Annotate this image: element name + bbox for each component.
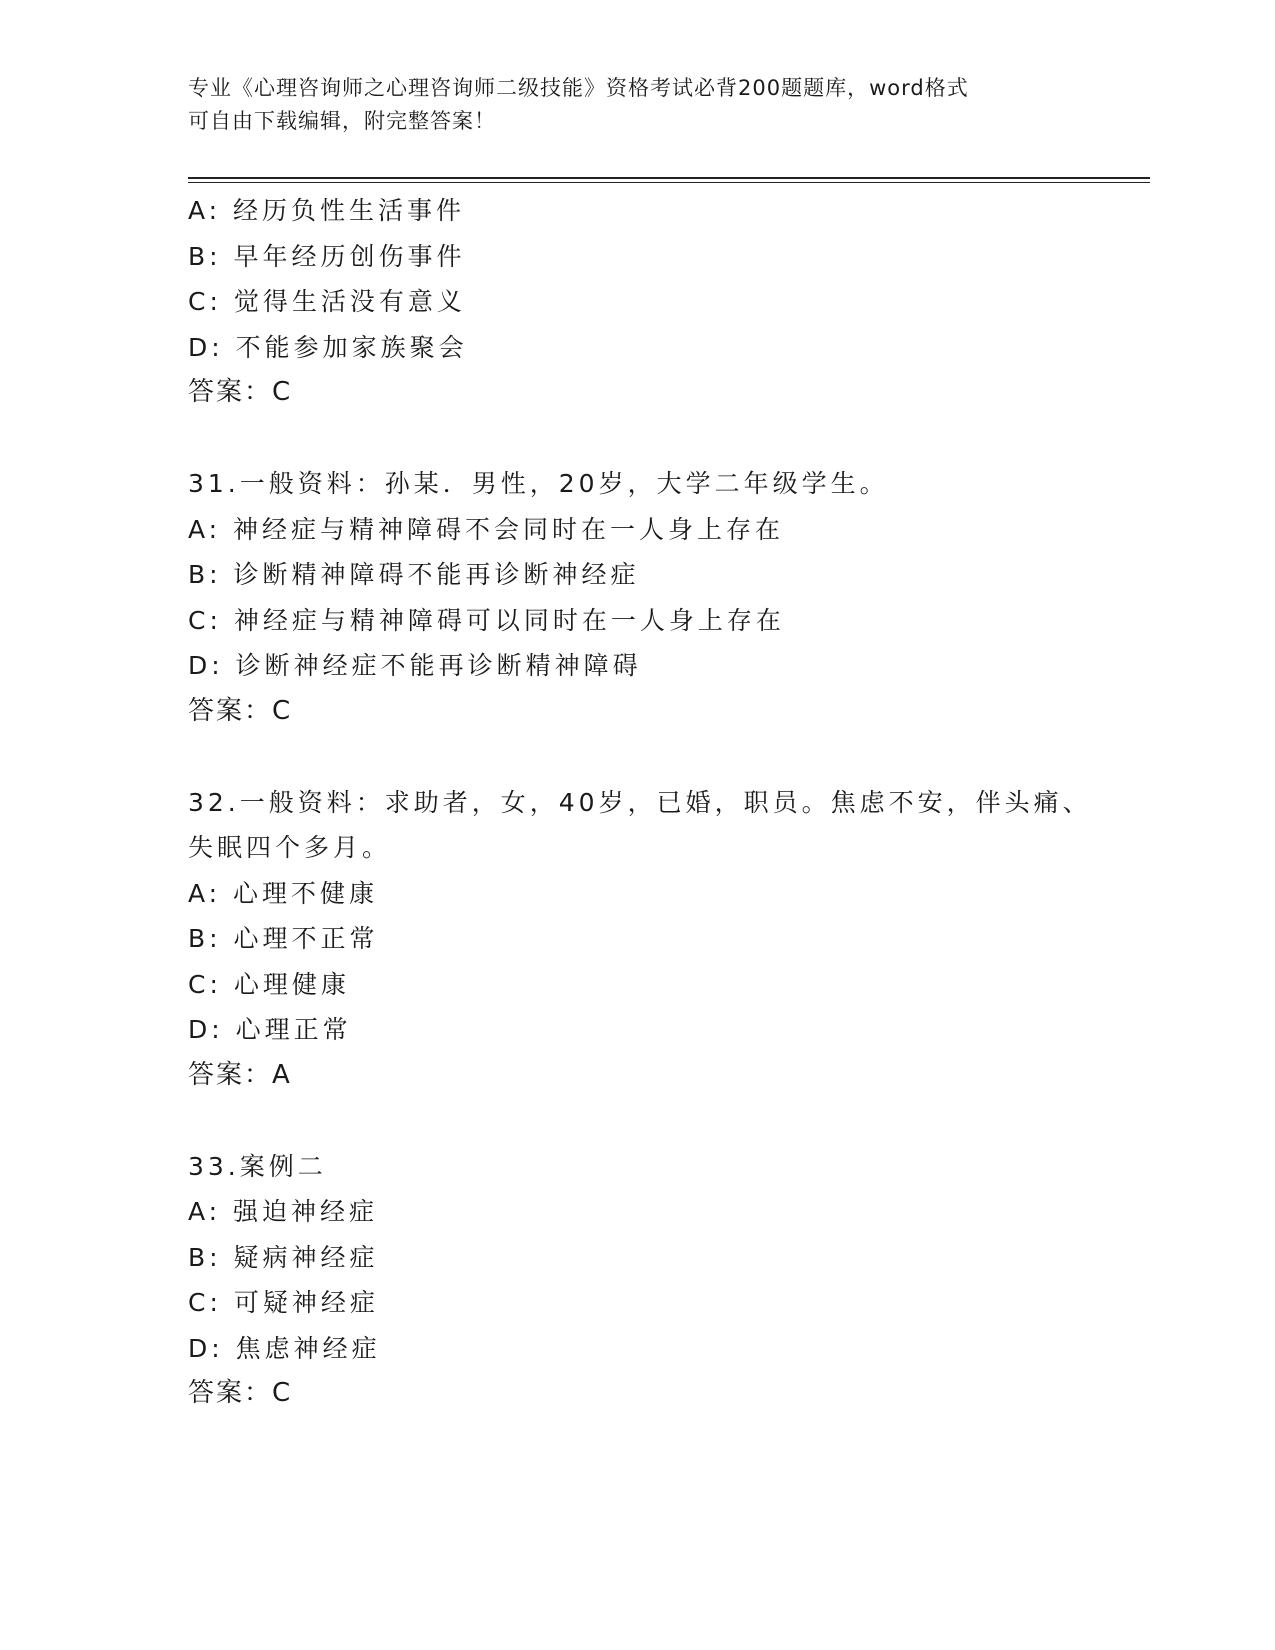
question-33 — [188, 1144, 1088, 1417]
header-divider-thick — [188, 177, 1150, 179]
spacer — [188, 416, 1088, 462]
spacer — [188, 1098, 1088, 1144]
option-a: A: 经历负性生活事件 — [188, 196, 466, 225]
option-d: D: 心理正常 — [188, 1015, 352, 1044]
question-stem-line-1: 32.一般资料：求助者，女，40岁，已婚，职员。焦虑不安，伴头痛、 — [188, 787, 1092, 817]
option-c: C: 可疑神经症 — [188, 1288, 379, 1317]
question-stem: 33.案例二 — [188, 1151, 327, 1181]
option-a: A: 神经症与精神障碍不会同时在一人身上存在 — [188, 514, 785, 544]
header-title-line-2: 可自由下载编辑，附完整答案！ — [188, 109, 496, 133]
option-a: A: 心理不健康 — [188, 878, 379, 908]
answer-line: 答案：C — [188, 377, 293, 407]
option-c: C: 觉得生活没有意义 — [188, 287, 466, 316]
question-stem-line-2: 失眠四个多月。 — [188, 833, 392, 862]
header-divider-thin — [188, 182, 1150, 183]
document-header — [188, 72, 1068, 138]
question-30-continued — [188, 188, 1088, 416]
option-d: D: 不能参加家族聚会 — [188, 332, 468, 362]
option-b: B: 诊断精神障碍不能再诊断神经症 — [188, 560, 640, 589]
option-c: C: 心理健康 — [188, 969, 350, 999]
spacer — [188, 734, 1088, 780]
question-list — [188, 188, 1092, 1417]
option-b: B: 疑病神经症 — [188, 1242, 379, 1272]
question-32 — [188, 780, 1092, 1099]
answer-line: 答案：C — [188, 695, 293, 726]
answer-line: 答案：A — [188, 1059, 292, 1090]
option-b: B: 心理不正常 — [188, 924, 379, 953]
question-31 — [188, 461, 1088, 734]
option-d: D: 焦虑神经症 — [188, 1333, 381, 1363]
option-c: C: 神经症与精神障碍可以同时在一人身上存在 — [188, 605, 785, 635]
question-stem: 31.一般资料：孙某．男性，20岁，大学二年级学生。 — [188, 469, 889, 498]
answer-line: 答案：C — [188, 1378, 293, 1408]
option-b: B: 早年经历创伤事件 — [188, 241, 466, 271]
header-title-line-1: 专业《心理咨询师之心理咨询师二级技能》资格考试必背200题题库，word格式 — [188, 76, 969, 100]
option-d: D: 诊断神经症不能再诊断精神障碍 — [188, 651, 642, 680]
option-a: A: 强迫神经症 — [188, 1197, 379, 1226]
